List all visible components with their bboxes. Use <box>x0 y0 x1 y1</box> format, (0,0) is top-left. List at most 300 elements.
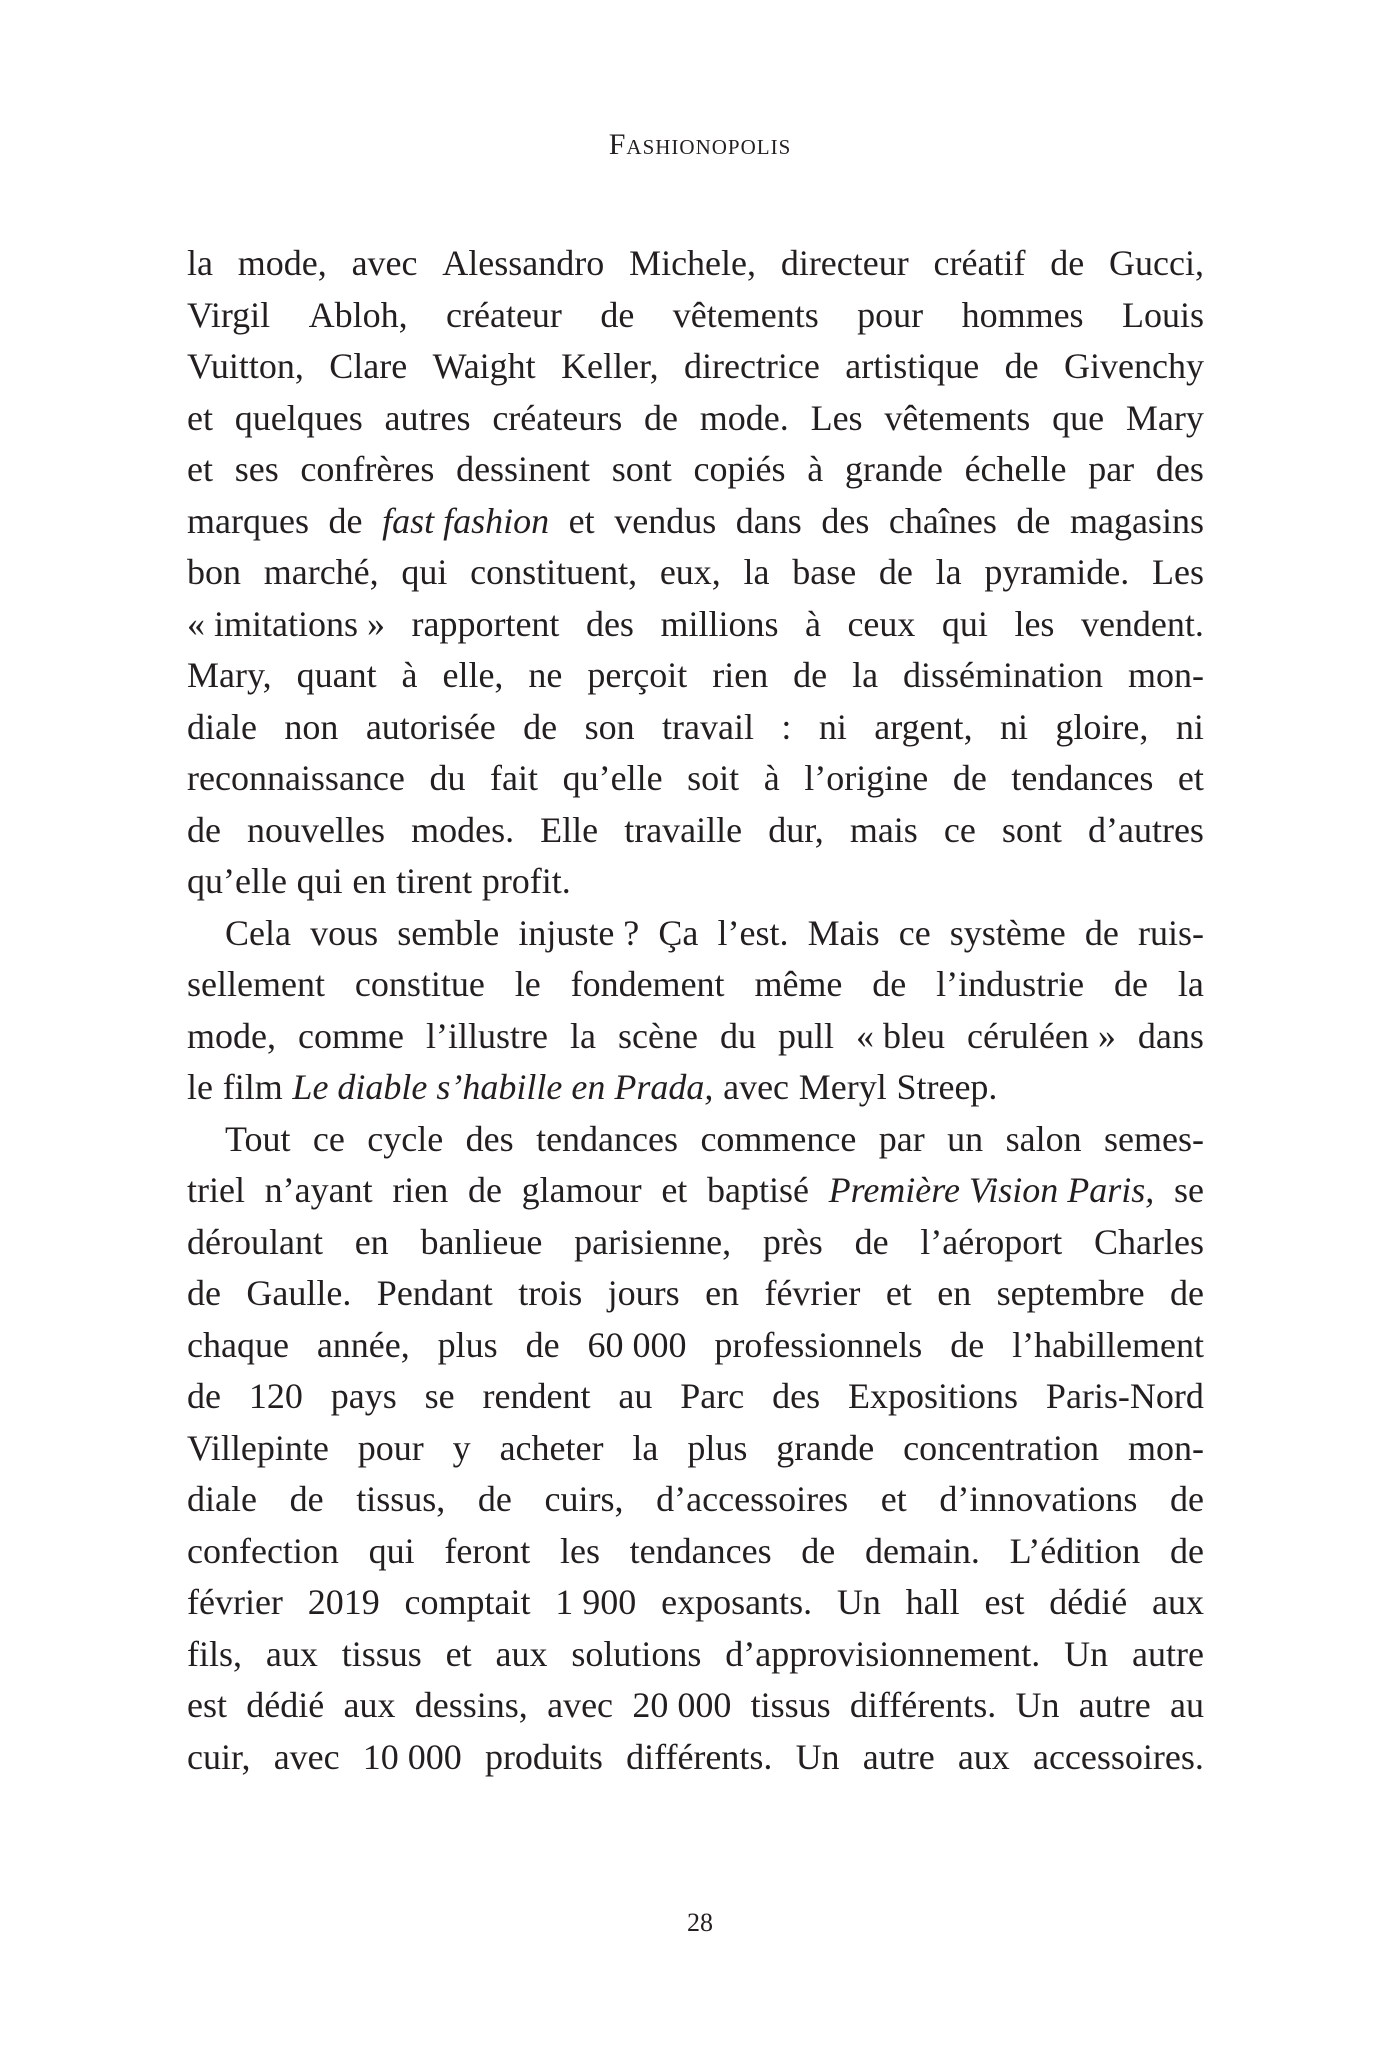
word: les <box>1014 603 1055 644</box>
word: plus <box>687 1427 748 1468</box>
word: le <box>514 964 541 1004</box>
word: Gaulle. <box>246 1273 352 1313</box>
word: ce <box>312 1118 345 1159</box>
word: tissus, <box>356 1479 446 1519</box>
word: céruléen » <box>967 1015 1116 1056</box>
word: Waight <box>432 346 536 386</box>
word: dans <box>735 500 802 541</box>
word: millions <box>660 603 779 644</box>
word: l’industrie <box>936 964 1085 1004</box>
word: le <box>187 1067 213 1107</box>
word: artistique <box>845 346 980 386</box>
word: un <box>947 1118 984 1159</box>
word: qui <box>941 603 988 644</box>
word: en <box>937 1273 972 1313</box>
word: les <box>559 1530 600 1571</box>
word: L’édition <box>1009 1530 1141 1571</box>
word: de <box>523 706 558 747</box>
word: échelle <box>964 449 1067 489</box>
word: Charles <box>1093 1221 1204 1262</box>
italic-event-name: Première Vision Paris, <box>828 1170 1155 1210</box>
word: nouvelles <box>247 809 386 850</box>
word: baptisé <box>706 1170 809 1210</box>
word: Mary <box>1125 397 1204 438</box>
word: Meryl <box>798 1067 887 1107</box>
word: hommes <box>961 294 1084 335</box>
word: et <box>187 449 213 489</box>
word: du <box>719 1015 756 1056</box>
word: tendances <box>536 1118 679 1159</box>
word: en <box>352 861 387 901</box>
word: autre <box>1131 1633 1204 1674</box>
word: de <box>801 1530 836 1571</box>
word: pays <box>330 1376 397 1416</box>
word: marché, <box>263 552 379 592</box>
word: Virgil <box>187 294 271 335</box>
word: y <box>452 1427 471 1468</box>
word: la <box>187 243 213 283</box>
text-line <box>187 1474 1204 1526</box>
word: constitue <box>354 964 485 1004</box>
word: confection <box>187 1530 339 1571</box>
word: de <box>328 500 363 541</box>
word: de <box>525 1324 560 1365</box>
word: l’illustre <box>425 1015 548 1056</box>
word: au <box>1170 1685 1204 1725</box>
word: de <box>477 1479 512 1519</box>
word: Expositions <box>848 1376 1019 1416</box>
word: de <box>600 294 635 335</box>
word: n’ayant <box>264 1170 373 1210</box>
word: Mais <box>807 912 880 953</box>
text-line <box>187 496 1204 548</box>
word: d’approvisionnement. <box>725 1633 1041 1674</box>
word: et <box>568 500 595 541</box>
word: bon <box>187 552 241 592</box>
word: l’habillement <box>1012 1324 1204 1365</box>
word: mon- <box>1127 1427 1204 1468</box>
word: mon- <box>1127 655 1204 695</box>
text-line <box>187 1268 1204 1320</box>
word: Les <box>810 397 863 438</box>
word: concentration <box>903 1427 1100 1468</box>
word: ni <box>1175 706 1204 747</box>
word: vêtements <box>884 397 1031 438</box>
word: diale <box>187 706 257 747</box>
word: eux, <box>659 552 721 592</box>
text-line <box>187 599 1204 651</box>
word: se <box>1173 1170 1204 1210</box>
word: aux <box>265 1633 318 1674</box>
text-line <box>187 1320 1204 1372</box>
word: rien <box>392 1170 449 1210</box>
word: pour <box>857 294 924 335</box>
word: que <box>1052 397 1105 438</box>
word: tirent <box>396 861 473 901</box>
word: semble <box>397 912 500 953</box>
word: est <box>984 1582 1025 1622</box>
word: année, <box>316 1324 410 1365</box>
word: mode, <box>187 1015 276 1056</box>
word: Les <box>1151 552 1204 592</box>
italic-title: Le diable s’habille en Prada, <box>292 1067 714 1107</box>
word: de <box>1170 1273 1204 1313</box>
word: mode. <box>699 397 789 438</box>
word: de <box>878 552 913 592</box>
text-line <box>187 805 1204 857</box>
word: l’est. <box>717 912 789 953</box>
word: ce <box>898 912 931 953</box>
word: dessins, <box>414 1685 528 1725</box>
word: de <box>1050 243 1085 283</box>
text-line <box>187 1732 1204 1784</box>
word: Cela <box>225 912 291 953</box>
word: « imitations » <box>187 603 385 644</box>
word: confrères <box>300 449 435 489</box>
word: plus <box>437 1324 498 1365</box>
word: à <box>401 655 418 695</box>
word: à <box>804 603 821 644</box>
word: grande <box>844 449 943 489</box>
word: de <box>854 1221 889 1262</box>
body-text <box>187 238 1204 1783</box>
word: autres <box>384 397 471 438</box>
word: créateurs <box>492 397 623 438</box>
word: parisienne, <box>574 1221 732 1262</box>
word: : <box>781 706 792 747</box>
text-line <box>187 959 1204 1011</box>
word: de <box>793 655 828 695</box>
text-line <box>187 444 1204 496</box>
word: et <box>880 1479 907 1519</box>
word: et <box>187 397 213 438</box>
word: chaînes <box>888 500 997 541</box>
word: de <box>1084 912 1119 953</box>
text-line <box>187 290 1204 342</box>
word: rendent <box>482 1376 591 1416</box>
word: mode, <box>237 243 327 283</box>
word: de <box>187 809 221 850</box>
word: feront <box>444 1530 531 1571</box>
text-line <box>187 753 1204 805</box>
word: de <box>950 1324 985 1365</box>
word: 2019 <box>307 1582 380 1622</box>
word: 120 <box>248 1376 303 1416</box>
word: vendent. <box>1080 603 1204 644</box>
word: dissémination <box>903 655 1104 695</box>
word: fondement <box>570 964 725 1004</box>
word: février <box>187 1582 283 1622</box>
word: Louis <box>1121 294 1204 335</box>
word: la <box>632 1427 659 1468</box>
word: quelques <box>234 397 363 438</box>
word: Un <box>1064 1633 1109 1674</box>
word: de <box>1169 1479 1204 1519</box>
word: produits <box>484 1736 603 1777</box>
word: qui <box>368 1530 415 1571</box>
word: pyramide. <box>984 552 1130 592</box>
word: dédié <box>1049 1582 1128 1622</box>
word: elle, <box>442 655 504 695</box>
word: gloire, <box>1055 706 1149 747</box>
word: Alessandro <box>442 243 605 283</box>
word: modes. <box>411 809 515 850</box>
word: de <box>952 758 987 798</box>
word: son <box>584 706 635 747</box>
word: Michele, <box>629 243 757 283</box>
word: banlieue <box>420 1221 543 1262</box>
word: jours <box>607 1273 680 1313</box>
text-line <box>187 1062 1204 1114</box>
word: Paris-Nord <box>1045 1376 1204 1416</box>
word: 20 000 <box>632 1685 732 1725</box>
word: « bleu <box>856 1015 945 1056</box>
word: base <box>792 552 857 592</box>
text-line <box>187 341 1204 393</box>
word: magasins <box>1069 500 1204 541</box>
word: directeur <box>780 243 909 283</box>
word: de <box>187 1376 221 1416</box>
word: fait <box>490 758 539 798</box>
word: ruis- <box>1137 912 1204 953</box>
word: cuirs, <box>544 1479 624 1519</box>
word: triel <box>187 1170 245 1210</box>
word: soit <box>687 758 740 798</box>
word: non <box>284 706 339 747</box>
word: de <box>1016 500 1051 541</box>
word: Vuitton, <box>187 346 304 386</box>
word: au <box>618 1376 653 1416</box>
word: aux <box>1152 1582 1204 1622</box>
word: la <box>569 1015 596 1056</box>
word: des <box>1155 449 1204 489</box>
word: Parc <box>680 1376 745 1416</box>
word: Ça <box>658 912 699 953</box>
word: d’autres <box>1087 809 1204 850</box>
word: profit. <box>481 861 571 901</box>
word: aux <box>957 1736 1010 1777</box>
text-line <box>187 393 1204 445</box>
word: exposants. <box>661 1582 813 1622</box>
word: perçoit <box>587 655 688 695</box>
word: comptait <box>404 1582 531 1622</box>
word: dédié <box>246 1685 325 1725</box>
word: quant <box>296 655 377 695</box>
word: du <box>429 758 466 798</box>
word: qu’elle <box>562 758 663 798</box>
word: argent, <box>874 706 973 747</box>
word: qu’elle <box>187 861 287 901</box>
text-line <box>187 908 1204 960</box>
word: Pendant <box>376 1273 493 1313</box>
word: Gucci, <box>1109 243 1204 283</box>
word: ni <box>999 706 1028 747</box>
word: professionnels <box>714 1324 923 1365</box>
word: grande <box>776 1427 875 1468</box>
running-header: Fashionopolis <box>608 128 792 161</box>
word: vêtements <box>672 294 819 335</box>
word: copiés <box>693 449 786 489</box>
page-number: 28 <box>687 1908 713 1937</box>
word: la <box>935 552 962 592</box>
word: des <box>465 1118 514 1159</box>
word: Tout <box>225 1118 291 1159</box>
word: pour <box>357 1427 424 1468</box>
word: Mary, <box>187 655 272 695</box>
word: rien <box>712 655 769 695</box>
word: à <box>763 758 780 798</box>
word: 60 000 <box>587 1324 687 1365</box>
word: trois <box>518 1273 583 1313</box>
word: ce <box>943 809 976 850</box>
word: Streep. <box>896 1067 998 1107</box>
word: aux <box>495 1633 548 1674</box>
word: près <box>762 1221 823 1262</box>
text-line <box>187 1526 1204 1578</box>
word: ceux <box>847 603 916 644</box>
word: Elle <box>540 809 599 850</box>
word: se <box>424 1376 455 1416</box>
text-line <box>187 1680 1204 1732</box>
word: créatif <box>933 243 1026 283</box>
text-line <box>187 1165 1204 1217</box>
word: en <box>705 1273 740 1313</box>
word: directrice <box>683 346 820 386</box>
word: et <box>661 1170 688 1210</box>
word: scène <box>617 1015 698 1056</box>
word: Keller, <box>561 346 659 386</box>
word: fils, <box>187 1633 243 1674</box>
word: par <box>878 1118 925 1159</box>
word: avec <box>723 1067 790 1107</box>
word: semes- <box>1104 1118 1204 1159</box>
word: par <box>1088 449 1135 489</box>
word: acheter <box>499 1427 604 1468</box>
word: la <box>743 552 770 592</box>
word: glamour <box>521 1170 642 1210</box>
word: Un <box>1015 1685 1060 1725</box>
word: Clare <box>329 346 408 386</box>
word: même <box>754 964 843 1004</box>
word: reconnaissance <box>187 758 405 798</box>
word: 10 000 <box>362 1736 462 1777</box>
word: de <box>289 1479 324 1519</box>
word: commence <box>700 1118 857 1159</box>
word: différents. <box>849 1685 997 1725</box>
text-line <box>187 1217 1204 1269</box>
word: Un <box>836 1582 881 1622</box>
word: rapportent <box>411 603 560 644</box>
word: l’aéroport <box>920 1221 1063 1262</box>
word: accessoires. <box>1032 1736 1204 1777</box>
word: est <box>187 1685 227 1725</box>
word: et <box>885 1273 912 1313</box>
word: vous <box>310 912 379 953</box>
word: d’innovations <box>939 1479 1138 1519</box>
word: tissus <box>750 1685 831 1725</box>
word: marques <box>187 500 309 541</box>
text-line <box>187 1577 1204 1629</box>
word: diale <box>187 1479 257 1519</box>
word: de <box>872 964 907 1004</box>
word: la <box>852 655 879 695</box>
word: Villepinte <box>187 1427 329 1468</box>
text-line <box>187 238 1204 290</box>
word: septembre <box>996 1273 1145 1313</box>
text-line <box>187 702 1204 754</box>
text-line <box>187 1011 1204 1063</box>
word: Abloh, <box>308 294 408 335</box>
word: avec <box>547 1685 614 1725</box>
word: injuste ? <box>518 912 640 953</box>
word: tissus <box>341 1633 422 1674</box>
text-line <box>187 650 1204 702</box>
text-line <box>187 1371 1204 1423</box>
word: dessinent <box>456 449 591 489</box>
word: l’origine <box>804 758 929 798</box>
word: des <box>821 500 870 541</box>
word: des <box>585 603 634 644</box>
word: chaque <box>187 1324 289 1365</box>
word: qui <box>296 861 343 901</box>
word: qui <box>401 552 448 592</box>
word: des <box>772 1376 821 1416</box>
word: système <box>949 912 1066 953</box>
word: sont <box>1001 809 1062 850</box>
word: ni <box>818 706 847 747</box>
word: autre <box>862 1736 935 1777</box>
word: sont <box>611 449 672 489</box>
word: déroulant <box>187 1221 323 1262</box>
text-line <box>187 1629 1204 1681</box>
word: ses <box>234 449 279 489</box>
text-line <box>187 547 1204 599</box>
word: avec <box>273 1736 340 1777</box>
word: de <box>1169 1530 1204 1571</box>
word: sellement <box>187 964 325 1004</box>
word: Un <box>795 1736 840 1777</box>
word: et <box>1177 758 1204 798</box>
text-line <box>187 1114 1204 1166</box>
word: à <box>807 449 824 489</box>
word: cuir, <box>187 1736 251 1777</box>
word: tendances <box>629 1530 772 1571</box>
word: de <box>467 1170 502 1210</box>
word: film <box>222 1067 283 1107</box>
word: Givenchy <box>1064 346 1204 386</box>
word: mais <box>849 809 918 850</box>
word: dans <box>1137 1015 1204 1056</box>
word: salon <box>1005 1118 1082 1159</box>
word: autre <box>1078 1685 1151 1725</box>
word: et <box>445 1633 472 1674</box>
word: autorisée <box>365 706 496 747</box>
word: avec <box>351 243 418 283</box>
word: février <box>764 1273 861 1313</box>
word: pull <box>777 1015 834 1056</box>
word: différents. <box>626 1736 773 1777</box>
word: constituent, <box>470 552 638 592</box>
word: demain. <box>864 1530 980 1571</box>
word: ne <box>528 655 563 695</box>
text-line <box>187 1423 1204 1475</box>
word: tendances <box>1011 758 1154 798</box>
word: comme <box>298 1015 404 1056</box>
word: la <box>1177 964 1204 1004</box>
word: hall <box>905 1582 960 1622</box>
word: dur, <box>768 809 824 850</box>
word: d’accessoires <box>656 1479 849 1519</box>
